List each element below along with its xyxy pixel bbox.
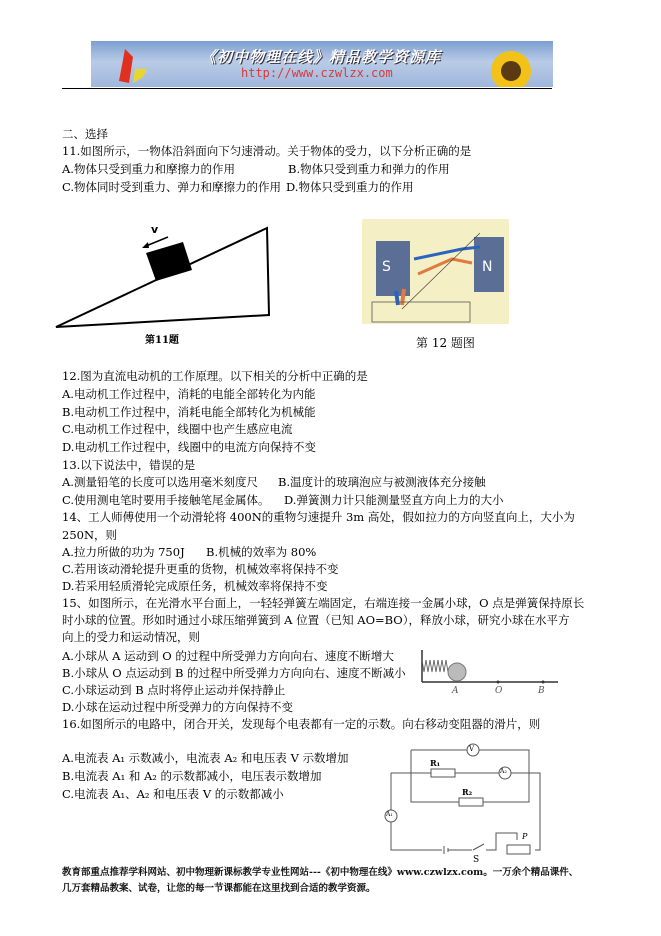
circuit-figure [360, 740, 560, 865]
sunflower-icon [476, 45, 546, 87]
q14-option-b: B.机械的效率为 80% [206, 545, 317, 559]
q15-stem-line1: 15、如图所示，在光滑水平台面上，一轻轻弹簧左端固定，右端连接一金属小球，O 点是弹簧保持原长 [62, 596, 585, 610]
q12-option-a: A.电动机工作过程中，消耗的电能全部转化为内能 [62, 387, 316, 401]
q15-option-c: C.小球运动到 B 点时将停止运动并保持静止 [62, 683, 286, 697]
header-banner [91, 41, 553, 87]
q11-stem: 11.如图所示，一物体沿斜面向下匀速滑动。关于物体的受力，以下分析正确的是 [62, 144, 472, 158]
q13-stem: 13.以下说法中，错误的是 [62, 458, 196, 472]
q15-option-a: A.小球从 A 运动到 O 的过程中所受弹力方向向右、速度不断增大 [62, 649, 394, 663]
q16-stem: 16.如图所示的电路中，闭合开关，发现每个电表都有一定的示数。向右移动变阻器的滑片，则 [62, 717, 541, 731]
q12-option-d: D.电动机工作过程中，线圈中的电流方向保持不变 [62, 440, 316, 454]
q13-option-a: A.测量铅笔的长度可以选用毫米刻度尺 [62, 475, 258, 489]
banner-url[interactable]: http://www.czwlzx.com [241, 66, 393, 80]
ammeter-a2-label: A₂ [500, 768, 507, 775]
q15-option-d: D.小球在运动过程中所受弹力的方向保持不变 [62, 700, 293, 714]
voltmeter-label: V [469, 745, 475, 753]
q11-option-d: D.物体只受到重力的作用 [286, 180, 414, 194]
spring-ball-figure [398, 648, 558, 698]
header-divider [62, 88, 552, 89]
magnet-s-label: S [382, 259, 391, 275]
q14-stem-line1: 14、工人师傅使用一个动滑轮将 400N的重物匀速提升 3m 高处，假如拉力的方向竖直向上，大小为 [62, 510, 575, 524]
q11-option-a: A.物体只受到重力和摩擦力的作用 [62, 162, 235, 176]
logo-icon [111, 45, 151, 85]
r1-label: R₁ [430, 758, 441, 768]
q12-figure-caption: 第 12 题图 [416, 336, 475, 350]
switch-s-label: S [473, 855, 480, 865]
incline-figure [50, 215, 280, 335]
section-title: 二、选择 [62, 127, 108, 141]
footer-line2: 几万套精品教案、试卷，让您的每一节课都能在这里找到合适的教学资源。 [62, 883, 376, 894]
q11-figure-caption: 第11题 [145, 335, 179, 346]
q16-option-b: B.电流表 A₁ 和 A₂ 的示数都减小，电压表示数增加 [62, 769, 322, 783]
q16-option-a: A.电流表 A₁ 示数减小，电流表 A₂ 和电压表 V 示数增加 [62, 751, 349, 765]
point-o-label: O [495, 686, 503, 696]
q15-stem-line3: 向上的受力和运动情况，则 [62, 630, 200, 644]
q14-option-c: C.若用该动滑轮提升更重的货物，机械效率将保持不变 [62, 562, 339, 576]
point-a-label: A [452, 686, 459, 696]
q14-stem-line2: 250N，则 [62, 528, 118, 542]
q15-option-b: B.小球从 O 点运动到 B 的过程中所受弹力方向向右、速度不断减小 [62, 666, 406, 680]
q11-option-c: C.物体同时受到重力、弹力和摩擦力的作用 [62, 180, 282, 194]
q12-option-c: C.电动机工作过程中，线圈中也产生感应电流 [62, 422, 293, 436]
r2-label: R₂ [462, 787, 473, 797]
q13-option-d: D.弹簧测力计只能测量竖直方向上力的大小 [284, 493, 504, 507]
banner-title: 《初中物理在线》精品教学资源库 [201, 48, 442, 66]
q11-option-b: B.物体只受到重力和弹力的作用 [288, 162, 450, 176]
q12-option-b: B.电动机工作过程中，消耗电能全部转化为机械能 [62, 405, 316, 419]
q15-stem-line2: 时小球的位置。形如时通过小球压缩弹簧到 A 位置（已知 AO=BO），释放小球，研究小球在水平方 [62, 613, 570, 627]
magnet-n-label: N [482, 259, 493, 275]
point-b-label: B [538, 686, 545, 696]
q13-option-b: B.温度计的玻璃泡应与被测液体充分接触 [278, 475, 486, 489]
motor-figure [362, 219, 509, 324]
rheostat-p-label: P [522, 832, 528, 841]
ammeter-a1-label: A₁ [386, 811, 393, 818]
footer-line1: 教育部重点推荐学科网站、初中物理新课标教学专业性网站---《初中物理在线》www.czwlzx.com。一万余个精品课件、 [62, 867, 579, 878]
q16-option-c: C.电流表 A₁、A₂ 和电压表 V 的示数都减小 [62, 787, 284, 801]
q13-option-c: C.使用测电笔时要用手接触笔尾金属体。 [62, 493, 270, 507]
q14-option-a: A.拉力所做的功为 750J [62, 545, 185, 559]
q12-stem: 12.图为直流电动机的工作原理。以下相关的分析中正确的是 [62, 369, 368, 383]
q14-option-d: D.若采用轻质滑轮完成原任务，机械效率将保持不变 [62, 579, 328, 593]
velocity-label: v [151, 223, 159, 236]
